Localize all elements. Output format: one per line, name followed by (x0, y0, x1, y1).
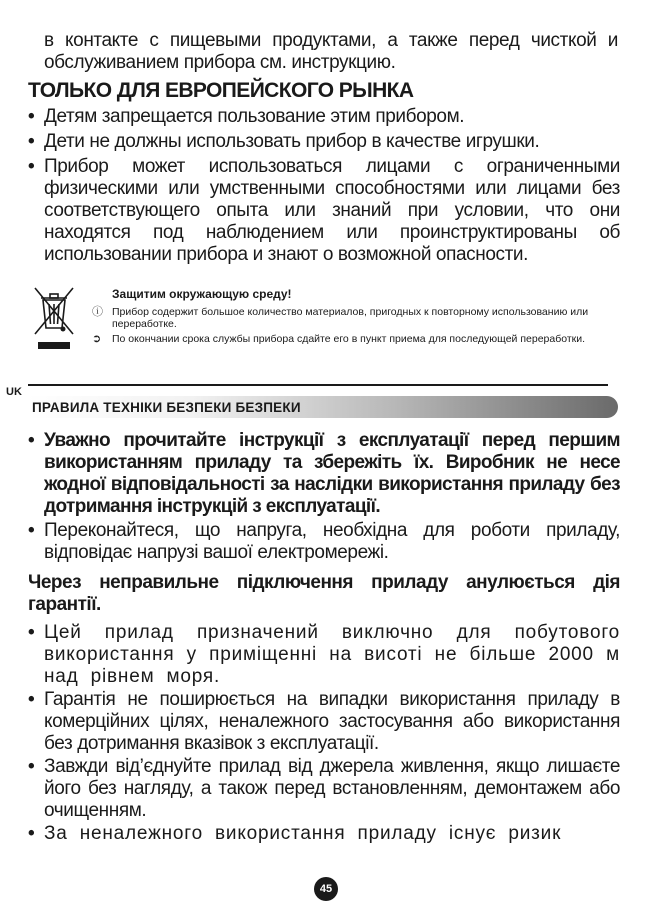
list-item: • Дети не должны использовать прибор в качестве игрушки. (28, 131, 620, 153)
list-item: • Прибор может использоваться лицами с ограниченными физическими или умственными способностями или лицами без соответствующего опыта или знаний при условии, что они находятся под наблюдением или проинструктированы об использовании прибора и знают о возможной опасности. (28, 156, 620, 266)
ru-safety-list (28, 106, 620, 269)
uk-warranty-warning: Через неправильне підключення приладу анулюється дія гарантії. (28, 572, 620, 615)
ru-lead-text: в контакте с пищевыми продуктами, а также перед чисткой и обслуживанием прибора см. инструкцию. (44, 30, 618, 73)
environment-item-text: Прибор содержит большое количество материалов, пригодных к повторному использованию или переработке. (112, 306, 589, 330)
list-item: • Переконайтеся, що напруга, необхідна для роботи приладу, відповідає напрузі вашої електромережі. (28, 520, 620, 564)
crossed-out-bin-icon (32, 284, 76, 350)
info-icon: ⓘ (92, 306, 103, 318)
section-divider (28, 384, 608, 386)
list-item: • Цей прилад призначений виключно для побутового використання у приміщенні на висоті не більше 2000 м над рівнем моря. (28, 622, 620, 688)
language-tag: UK (6, 386, 22, 398)
environment-item-text: По окончании срока службы прибора сдайте его в пункт приема для последующей переработки. (112, 333, 586, 345)
uk-section-title: ПРАВИЛА ТЕХНІКИ БЕЗПЕКИ БЕЗПЕКИ (32, 400, 301, 415)
uk-safety-list-a (28, 430, 620, 566)
list-item: • Гарантія не поширюється на випадки використання приладу в комерційних цілях, неналежного застосування або використання без дотримання вказівок з експлуатації. (28, 689, 620, 755)
list-item: • Детям запрещается пользование этим прибором. (28, 106, 620, 128)
list-item: • Уважно прочитайте інструкції з експлуатації перед першим використанням приладу та збережіть їх. Виробник не несе жодної відповідальності за наслідки використання приладу без дотримання інструкцій з експлуатації. (28, 430, 620, 518)
uk-safety-list-b (28, 622, 620, 846)
list-item: • Завжди від’єднуйте прилад від джерела живлення, якщо лишаєте його без нагляду, а також перед встановленням, демонтажем або очищенням. (28, 756, 620, 822)
ru-eu-market-heading: ТОЛЬКО ДЛЯ ЕВРОПЕЙСКОГО РЫНКА (28, 79, 414, 102)
environment-title: Защитим окружающую среду! (112, 287, 292, 301)
environment-notice (32, 284, 622, 370)
list-item: • За неналежного використання приладу існує ризик (28, 823, 620, 845)
page-number: 45 (314, 877, 338, 901)
arrow-icon: ➲ (92, 333, 102, 345)
